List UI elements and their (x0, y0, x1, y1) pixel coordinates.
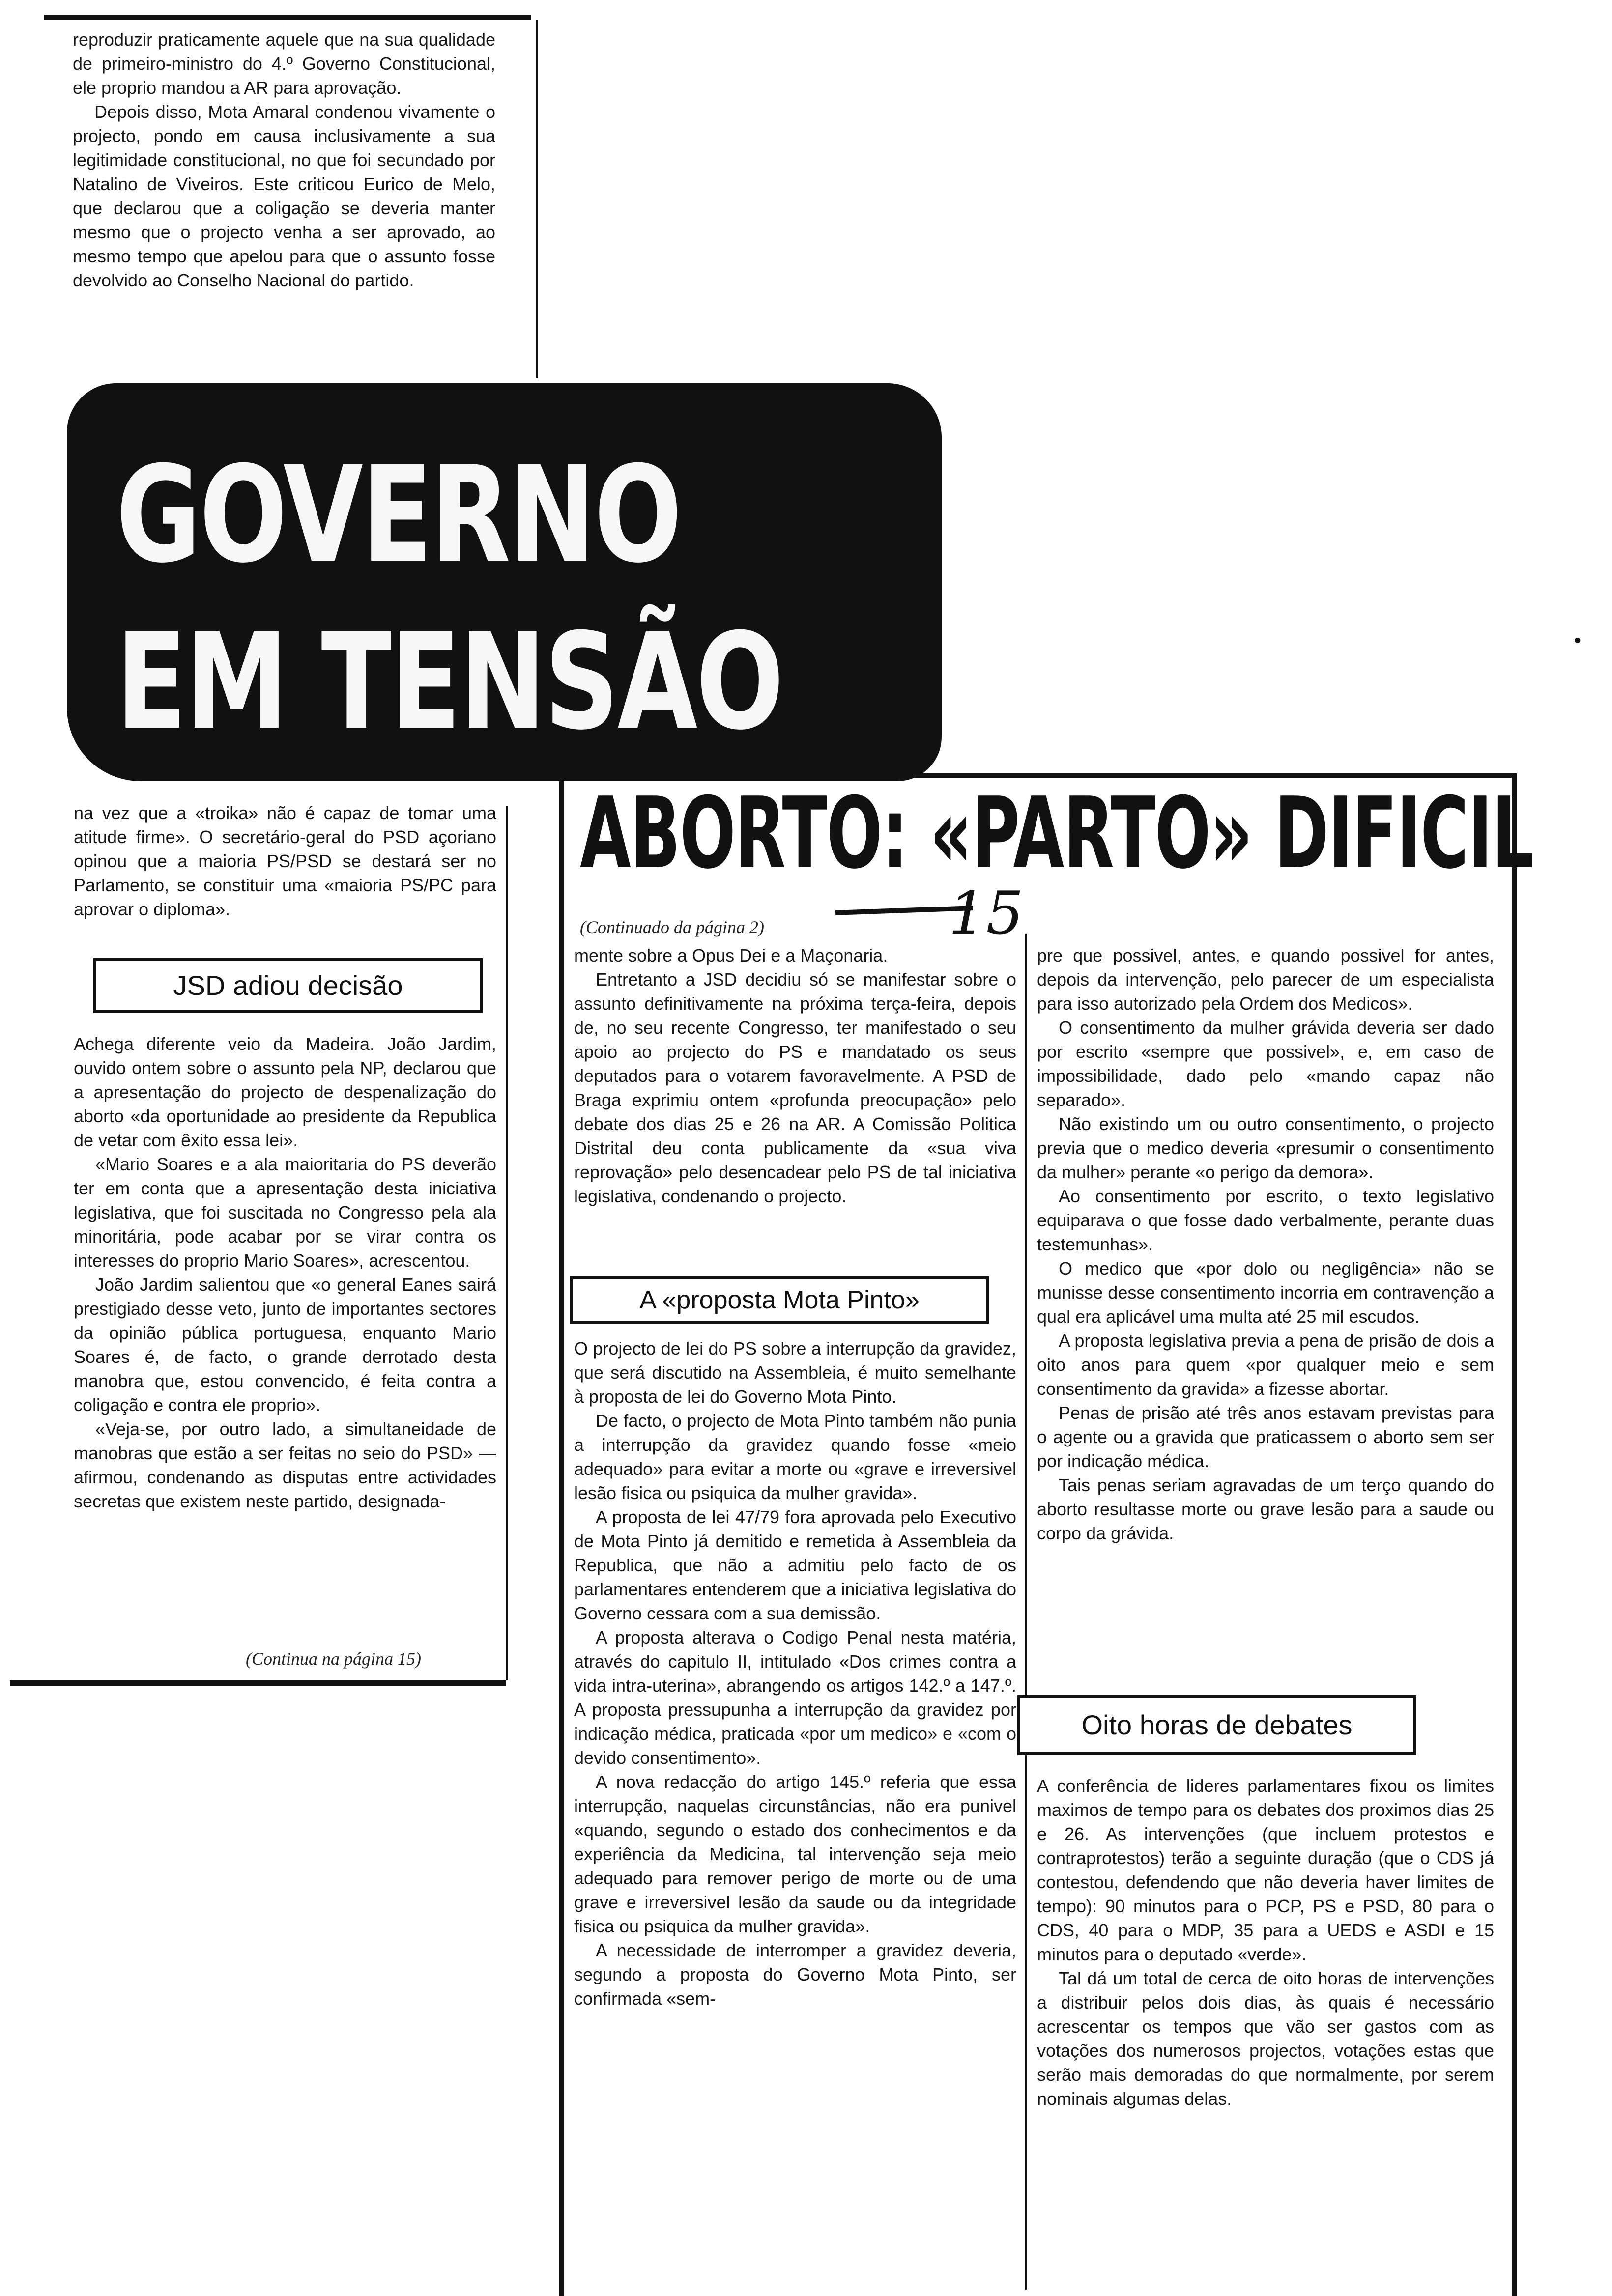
aborto-paragraph: A proposta alterava o Codigo Penal nesta matéria, através do capitulo II, intitulado «Dos crimes contra a vida intra-uterina», abrangendo os artigos 142.º a 147.º. A proposta pressupunha a interrupção da gravidez por indicação médica, praticada «por um medico» e «com o devido consentimento». (574, 1627, 1016, 1768)
aborto-paragraph: Ao consentimento por escrito, o texto legislativo equiparava o que fosse dado verbalmente, perante duas testemunhas». (1037, 1186, 1494, 1254)
scan-speck: ∙ (1573, 629, 1583, 652)
top-paragraph: reproduzir praticamente aquele que na sua qualidade de primeiro-ministro do 4.º Governo Constitucional, ele proprio mandou a AR para aprovação. (73, 29, 495, 98)
aborto-paragraph: O projecto de lei do PS sobre a interrupção da gravidez, que será discutido na Assembleia, é muito semelhante à proposta de lei do Governo Mota Pinto. (574, 1338, 1016, 1407)
left-article-column (74, 1032, 496, 1513)
left-column-divider (506, 806, 508, 1680)
top-paragraph: Depois disso, Mota Amaral condenou vivamente o projecto, pondo em causa inclusivamente a sua legitimidade constitucional, no que foi secundado por Natalino de Viveiros. Este criticou Eurico de Melo, que declarou que a coligação se deveria manter mesmo que o projecto venha a ser aprovado, ao mesmo tempo que apelou para que o assunto fosse devolvido ao Conselho Nacional do partido. (73, 102, 495, 290)
left-paragraph: João Jardim salientou que «o general Eanes sairá prestigiado desse veto, junto de importantes sectores da opinião pública portuguesa, enquanto Mario Soares é, de facto, o grande derrotado desta manobra que, estou convencido, é feita contra a coligação e contra ele proprio». (74, 1275, 496, 1415)
top-article-column (73, 28, 495, 292)
aborto-column-b-top (1037, 943, 1494, 1545)
aborto-headline: ABORTO: «PARTO» DIFICIL (580, 776, 1533, 891)
aborto-paragraph: A proposta legislativa previa a pena de prisão de dois a oito anos para quem «por qualquer meio e sem consentimento da gravida» a fizesse abortar. (1037, 1331, 1494, 1399)
aborto-paragraph: mente sobre a Opus Dei e a Maçonaria. (574, 945, 888, 965)
handwritten-page-note: 15 (949, 879, 1024, 948)
aborto-continuation-note: (Continuado da página 2) (580, 917, 764, 937)
aborto-column-a-bottom (574, 1336, 1016, 2011)
jsd-section-heading-text: JSD adiou decisão (173, 970, 403, 1001)
left-lead-text (74, 801, 496, 921)
oito-horas-section-heading (1017, 1695, 1416, 1755)
aborto-paragraph: Tais penas seriam agravadas de um terço quando do aborto resultasse morte ou grave lesão para a saude ou corpo da grávida. (1037, 1475, 1494, 1543)
aborto-paragraph: pre que possivel, antes, e quando possivel for antes, depois da intervenção, pelo parecer de um especialista para isso autorizado pela Ordem dos Medicos». (1037, 945, 1494, 1014)
aborto-paragraph: De facto, o projecto de Mota Pinto também não punia a interrupção da gravidez quando fosse «meio adequado» para evitar a morte ou «grave e irreversivel lesão fisica ou psiquica da mulher gravida». (574, 1411, 1016, 1503)
aborto-paragraph: O consentimento da mulher grávida deveria ser dado por escrito «sempre que possivel», e, em caso de impossibilidade, dado pelo «mando capaz não separado». (1037, 1018, 1494, 1110)
aborto-paragraph: O medico que «por dolo ou negligência» não se munisse desse consentimento incorria em contravenção a qual era aplicável uma multa até 25 mil escudos. (1037, 1258, 1494, 1327)
aborto-paragraph: Não existindo um ou outro consentimento, o projecto previa que o medico deveria «presumir o consentimento da mulher» perante «o perigo da demora». (1037, 1114, 1494, 1182)
aborto-paragraph: A necessidade de interromper a gravidez deveria, segundo a proposta do Governo Mota Pinto, ser confirmada «sem- (574, 1940, 1016, 2009)
aborto-column-a-top (574, 943, 1016, 1208)
left-bottom-rule (10, 1680, 506, 1686)
jsd-section-heading (93, 958, 483, 1013)
left-paragraph: Achega diferente veio da Madeira. João Jardim, ouvido ontem sobre o assunto pela NP, declarou que a apresentação do projecto de despenalização do aborto «da oportunidade ao presidente da Republica de vetar com êxito essa lei». (74, 1034, 496, 1150)
aborto-paragraph: A conferência de lideres parlamentares fixou os limites maximos de tempo para os debates dos proximos dias 25 e 26. As intervenções (que incluem protestos e contraprotestos) terão a seguinte duração (que o CDS já contestou, defendendo que não deveria haver limites de tempo): 90 minutos para o PCP, PS e PSD, 80 para o CDS, 40 para o MDP, 35 para a UEDS e ASDI e 15 minutos para o deputado «verde». (1037, 1776, 1494, 1964)
left-continua-note: (Continua na página 15) (246, 1649, 421, 1669)
left-lead-paragraph: na vez que a «troika» não é capaz de tomar uma atitude firme». O secretário-geral do PSD açoriano opinou que a maioria PS/PSD se destará ser no Parlamento, se constituir uma «maioria PS/PC para aprovar o diploma». (74, 803, 496, 919)
aborto-paragraph: Tal dá um total de cerca de oito horas de intervenções a distribuir pelos dois dias, às quais é necessário acrescentar os tempos que vão ser gastos com as votações dos numerosos projectos, votações estas que serão mais demoradas do que normalmente, por serem nominais algumas delas. (1037, 1968, 1494, 2109)
left-paragraph: «Veja-se, por outro lado, a simultaneidade de manobras que estão a ser feitas no seio do PSD» — afirmou, condenando as disputas entre actividades secretas que existem neste partido, designada- (74, 1419, 496, 1511)
headline-line-2: EM TENSÃO (116, 604, 783, 759)
aborto-paragraph: A proposta de lei 47/79 fora aprovada pelo Executivo de Mota Pinto já demitido e remetida à Assembleia da Republica, que não a admitiu pelo facto de os parlamentares entenderem que a iniciativa legislativa do Governo cessara com a sua demissão. (574, 1507, 1016, 1623)
aborto-paragraph: Entretanto a JSD decidiu só se manifestar sobre o assunto definitivamente na próxima terça-feira, depois de, no seu recente Congresso, ter manifestado o seu apoio ao projecto do PS e mandatado os seus deputados para o votarem favoravelmente. A PSD de Braga exprimiu ontem «profunda preocupação» pelo debate dos dias 25 e 26 na AR. A Comissão Politica Distrital deu conta publicamente da «sua viva reprovação» pelo desencadear pelo PS de tal iniciativa legislativa, condenando o projecto. (574, 969, 1016, 1206)
mota-pinto-section-heading (570, 1276, 989, 1324)
mota-pinto-section-heading-text: A «proposta Mota Pinto» (639, 1286, 920, 1314)
oito-horas-section-heading-text: Oito horas de debates (1081, 1709, 1353, 1740)
headline-line-1: GOVERNO (116, 437, 681, 592)
top-clipping-edge (44, 15, 531, 20)
aborto-paragraph: Penas de prisão até três anos estavam previstas para o agente ou a gravida que praticassem o aborto sem ser por indicação médica. (1037, 1403, 1494, 1471)
top-clipping-right-edge (536, 20, 538, 378)
aborto-column-b-bottom (1037, 1774, 1494, 2111)
aborto-column-divider (1025, 934, 1027, 2290)
aborto-paragraph: A nova redacção do artigo 145.º referia que essa interrupção, naquelas circunstâncias, não era punivel «quando, segundo o estado dos conhecimentos e da experiência da Medicina, tal intervenção seja meio adequado para remover perigo de morte ou de uma grave e irreversivel lesão da saude ou da integridade fisica ou psiquica da mulher gravida». (574, 1772, 1016, 1936)
left-paragraph: «Mario Soares e a ala maioritaria do PS deverão ter em conta que a apresentação desta iniciativa legislativa, que foi suscitada no Congresso pela ala minoritária, pode acabar por se virar contra os interesses do proprio Mario Soares», acrescentou. (74, 1154, 496, 1271)
